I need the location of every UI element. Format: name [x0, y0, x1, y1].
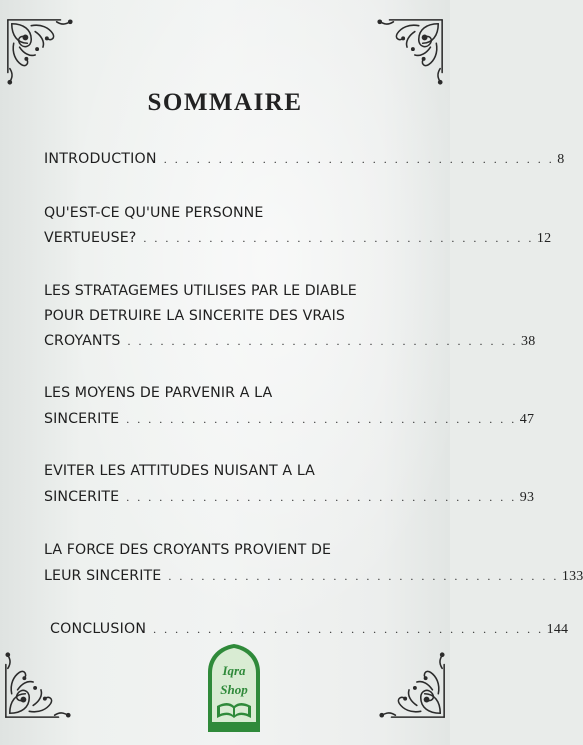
toc-page-number: 38: [521, 334, 536, 349]
toc-entry-label: SINCERITE: [44, 489, 120, 505]
toc-entry-label: INTRODUCTION: [44, 151, 157, 167]
toc-page-number: 133: [561, 569, 583, 584]
dot-leader: . . . . . . . . . . . . . . . . . . . . . . . . . . . . . . . . . . . .: [163, 152, 555, 166]
toc-entry-force-line-2[interactable]: [44, 568, 583, 592]
toc-entry-moyens-line-2[interactable]: [44, 411, 535, 435]
floral-corner-ornament-icon: [2, 14, 80, 92]
corner-ornament-top-right: [370, 14, 448, 92]
publisher-logo: [200, 642, 268, 734]
toc-entry-label: LES MOYENS DE PARVENIR A LA: [44, 385, 273, 401]
toc-entry-eviter-line-2[interactable]: [44, 489, 535, 513]
dot-leader: . . . . . . . . . . . . . . . . . . . . . . . . . . . . . . . . . . . .: [126, 490, 517, 504]
dot-leader: . . . . . . . . . . . . . . . . . . . . . . . . . . . . . . . . . . . .: [127, 334, 519, 348]
logo-text-line1: Iqra: [222, 663, 246, 678]
page-title: SOMMAIRE: [147, 89, 303, 116]
toc-entry-label: EVITER LES ATTITUDES NUISANT A LA: [44, 463, 315, 479]
toc-entry-personne-vertueuse-line-2[interactable]: [44, 230, 552, 254]
toc-page-number: 144: [546, 622, 569, 637]
toc-entry-label: VERTUEUSE?: [44, 230, 137, 246]
toc-page-number: 47: [519, 412, 535, 427]
dot-leader: . . . . . . . . . . . . . . . . . . . . . . . . . . . . . . . . . . . .: [153, 622, 544, 636]
toc-entry-force-line-1[interactable]: [44, 542, 404, 566]
corner-ornament-bottom-left: [0, 645, 78, 723]
toc-entry-label: CROYANTS: [44, 333, 121, 349]
toc-entry-eviter-line-1[interactable]: [44, 463, 404, 487]
corner-ornament-top-left: [2, 14, 80, 92]
toc-entry-label: LES STRATAGEMES UTILISES PAR LE DIABLE: [44, 283, 357, 299]
dot-leader: . . . . . . . . . . . . . . . . . . . . . . . . . . . . . . . . . . . .: [126, 412, 517, 426]
dot-leader: . . . . . . . . . . . . . . . . . . . . . . . . . . . . . . . . . . . .: [168, 569, 559, 583]
dot-leader: . . . . . . . . . . . . . . . . . . . . . . . . . . . . . . . . . . . .: [143, 231, 534, 245]
toc-page-number: 93: [519, 490, 535, 505]
corner-ornament-bottom-right: [372, 645, 450, 723]
floral-corner-ornament-icon: [0, 645, 78, 723]
toc-entry-label: QU'EST-CE QU'UNE PERSONNE: [44, 205, 264, 221]
logo-text-line2: Shop: [220, 682, 248, 697]
toc-page-number: 12: [536, 231, 552, 246]
toc-entry-stratagemes-line-2[interactable]: [44, 308, 404, 332]
toc-entry-label: SINCERITE: [44, 411, 120, 427]
toc-entry-label: CONCLUSION: [50, 621, 147, 637]
floral-corner-ornament-icon: [372, 645, 450, 723]
toc-entry-moyens-line-1[interactable]: [44, 385, 404, 409]
floral-corner-ornament-icon: [370, 14, 448, 92]
toc-entry-introduction[interactable]: [44, 151, 565, 175]
toc-entry-label: POUR DETRUIRE LA SINCERITE DES VRAIS: [44, 308, 345, 324]
toc-entry-stratagemes-line-3[interactable]: [44, 333, 536, 357]
toc-entry-personne-vertueuse-line-1[interactable]: [44, 205, 404, 229]
toc-entry-stratagemes-line-1[interactable]: [44, 283, 404, 307]
toc-entry-label: LA FORCE DES CROYANTS PROVIENT DE: [44, 542, 332, 558]
toc-entry-label: LEUR SINCERITE: [44, 568, 162, 584]
toc-page-number: 8: [557, 152, 565, 167]
iqra-shop-logo-icon: [200, 642, 268, 734]
